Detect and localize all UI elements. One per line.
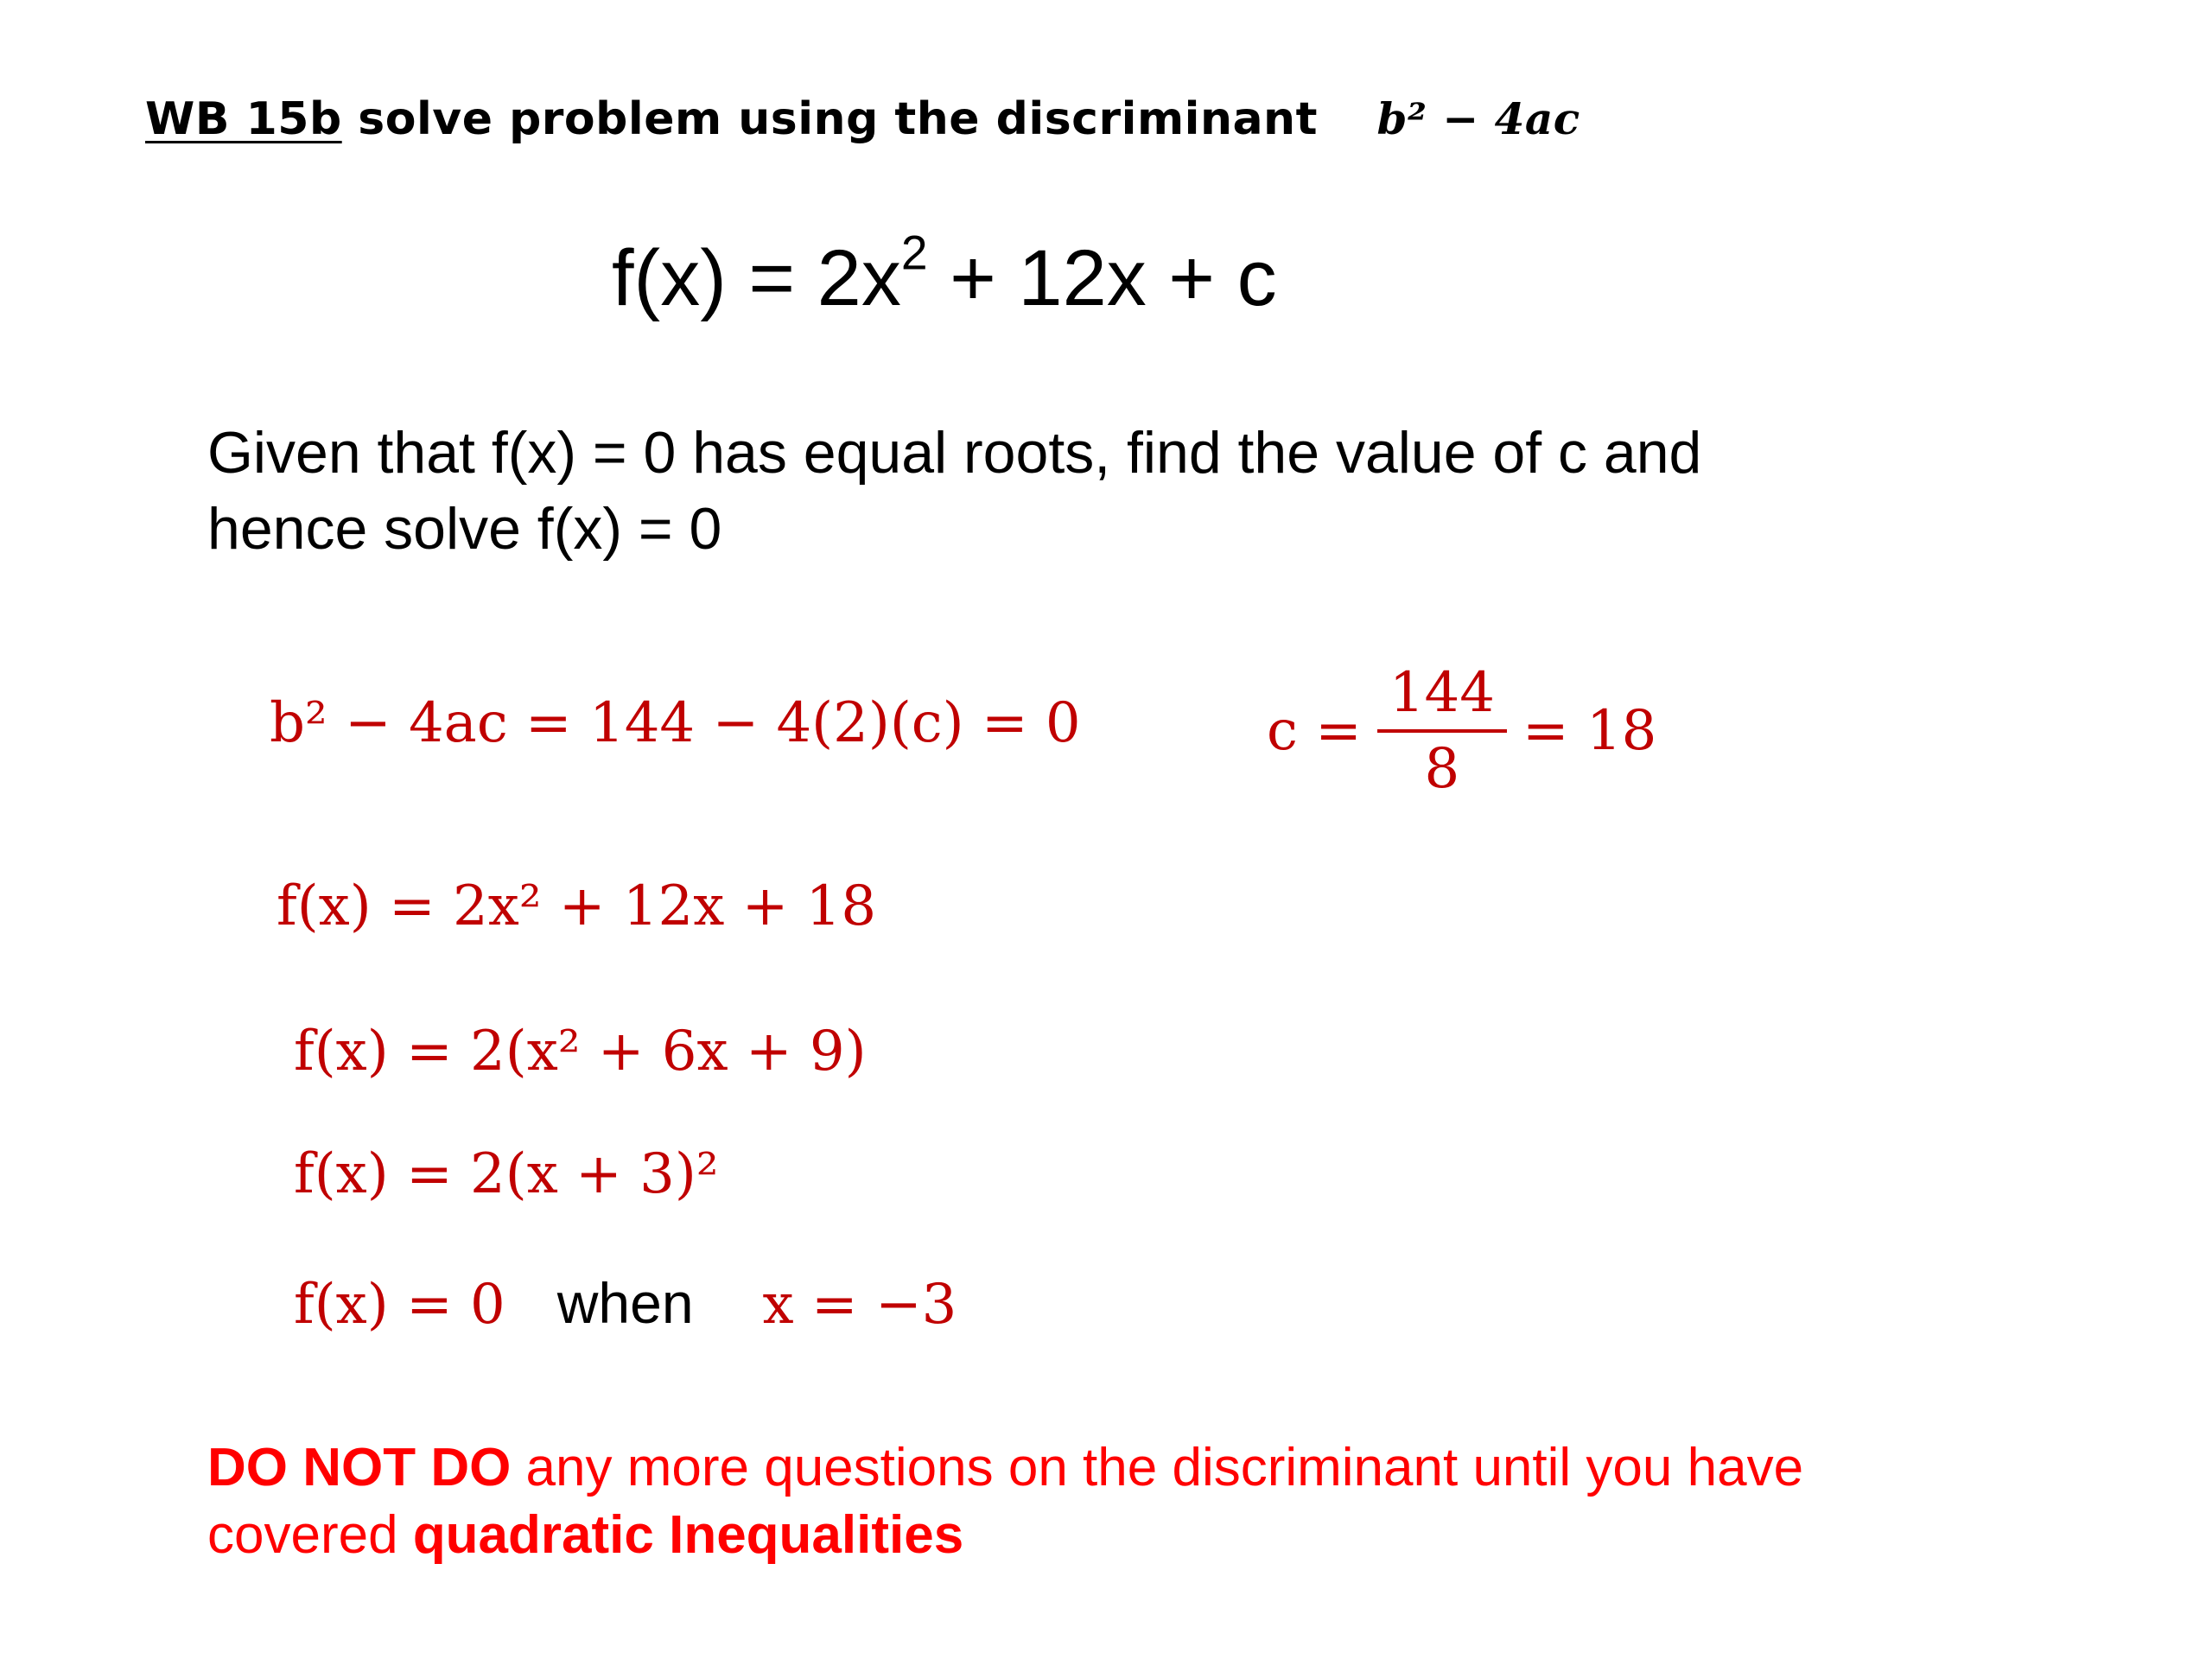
- discriminant-equation: b² − 4ac = 144 − 4(2)(c) = 0: [270, 691, 1081, 755]
- step5-word: when: [556, 1271, 694, 1335]
- note-text-1: any more questions on the discriminant until you have: [511, 1438, 1804, 1497]
- warning-note: [207, 1434, 1803, 1569]
- discriminant-formula: b² − 4ac: [1376, 93, 1580, 144]
- working-step-3: f(x) = 2(x² + 6x + 9): [294, 1020, 867, 1084]
- note-text-2: covered: [207, 1505, 413, 1565]
- c-numerator: 144: [1377, 657, 1507, 733]
- c-rhs: = 18: [1522, 699, 1657, 763]
- c-lhs: c =: [1267, 699, 1362, 763]
- worksheet-code: WB 15b: [145, 93, 342, 145]
- note-line-1: [207, 1434, 1803, 1502]
- working-step-5: [294, 1270, 957, 1337]
- question-text: [207, 415, 1701, 567]
- note-bold-1: DO NOT DO: [207, 1438, 512, 1497]
- function-lhs: f(x) = 2x: [612, 234, 901, 322]
- function-definition: [612, 226, 1277, 324]
- c-denominator: 8: [1424, 737, 1460, 801]
- function-exponent: 2: [900, 226, 928, 280]
- c-value-expression: [1267, 657, 1656, 805]
- step5-rhs: x = −3: [762, 1273, 957, 1337]
- c-fraction: [1377, 657, 1507, 805]
- function-rhs: + 12x + c: [927, 234, 1277, 322]
- question-line-2: hence solve f(x) = 0: [207, 496, 722, 562]
- working-step-4: f(x) = 2(x + 3)²: [294, 1142, 719, 1206]
- note-line-2: [207, 1502, 1803, 1569]
- slide-title: [145, 93, 1580, 145]
- working-step-2: f(x) = 2x² + 12x + 18: [276, 874, 877, 938]
- title-text: solve problem using the discriminant: [358, 93, 1318, 145]
- step5-lhs: f(x) = 0: [294, 1273, 505, 1337]
- note-bold-2: quadratic Inequalities: [412, 1505, 964, 1565]
- question-line-1: Given that f(x) = 0 has equal roots, find the value of c and: [207, 420, 1702, 486]
